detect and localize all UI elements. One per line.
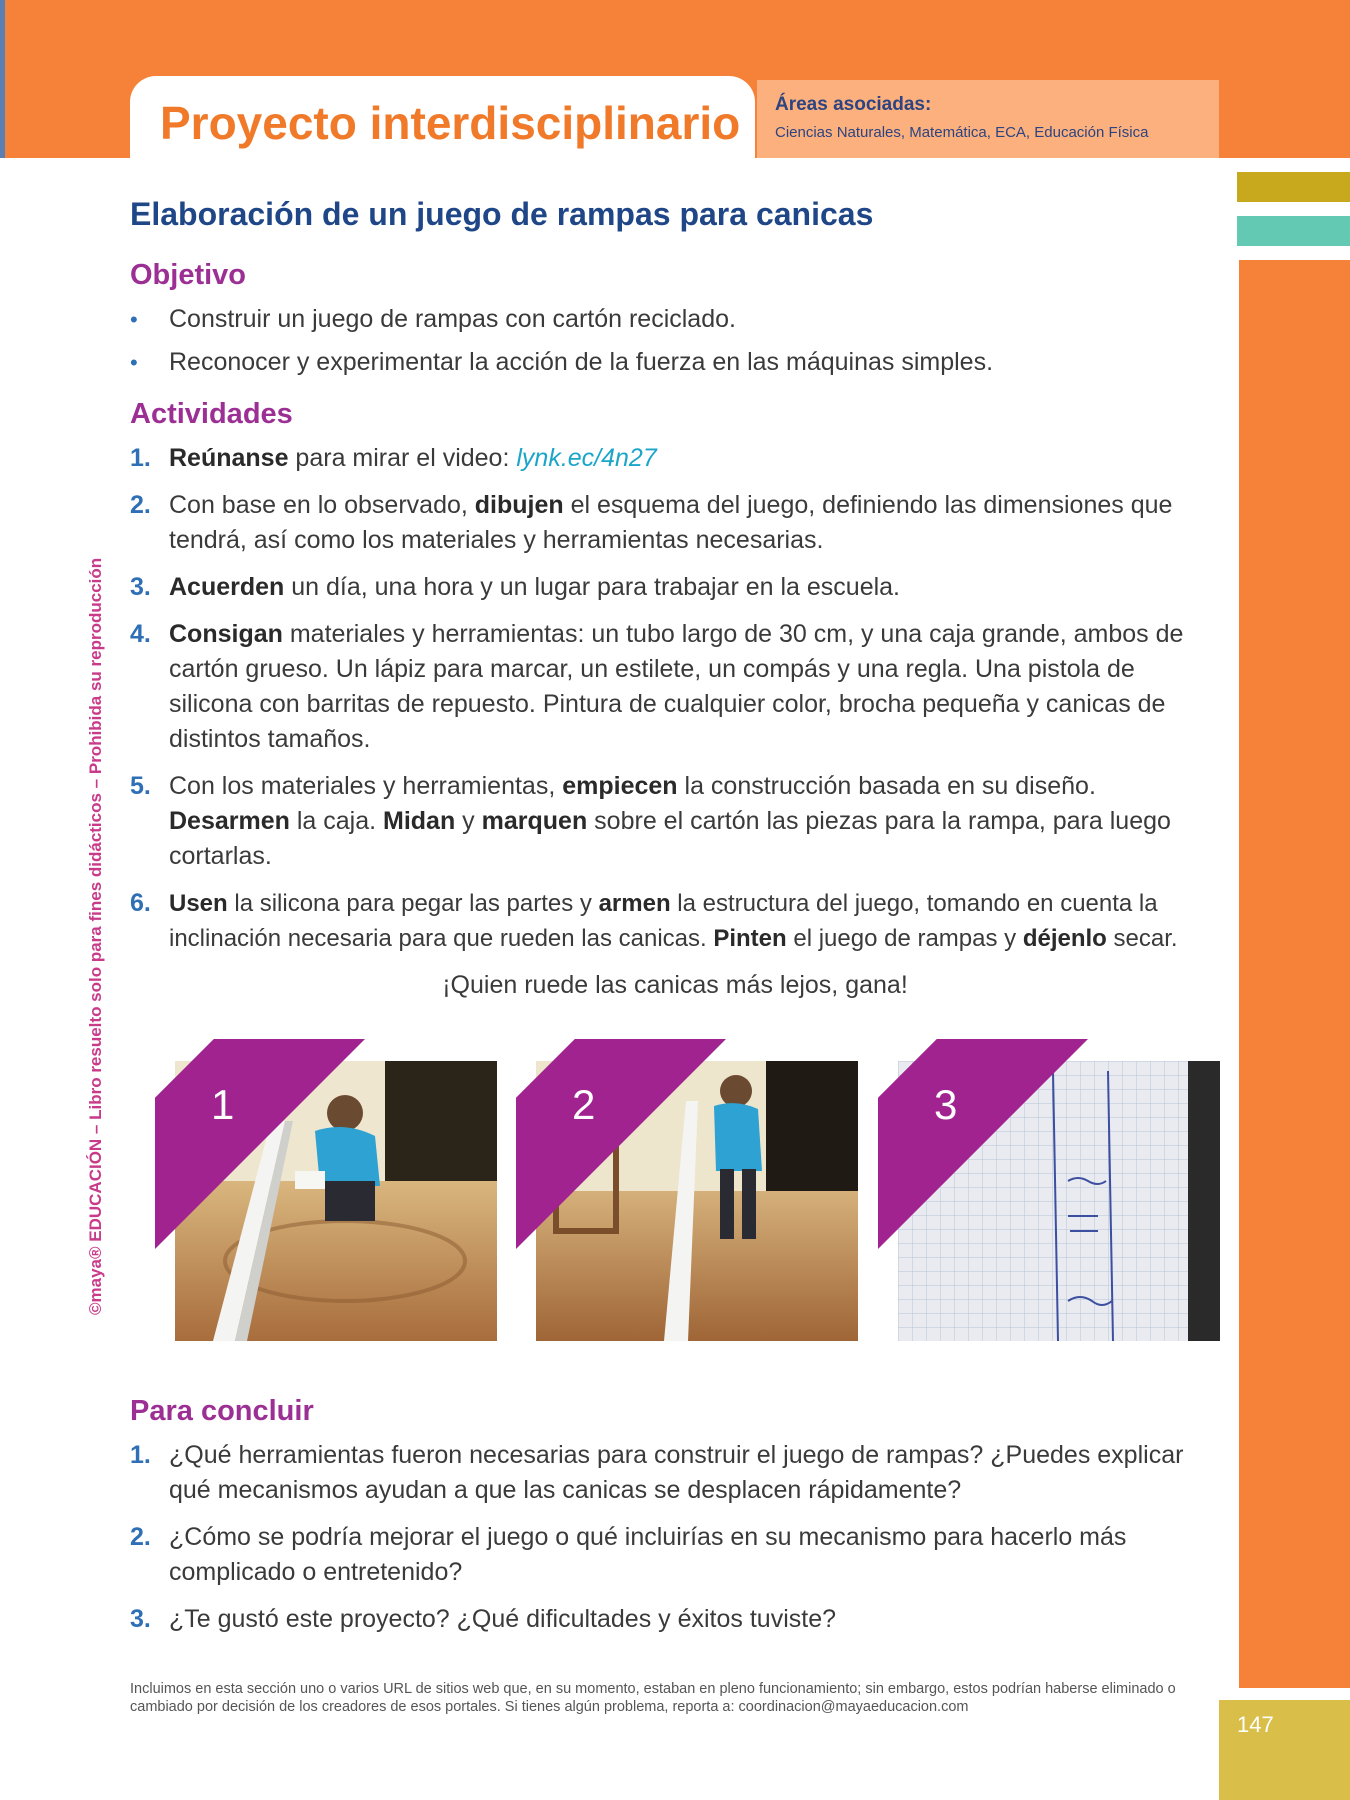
list-item: 3. ¿Te gustó este proyecto? ¿Qué dificultades y éxitos tuviste?: [130, 1605, 837, 1633]
conclusion-heading: Para concluir: [130, 1395, 314, 1427]
activity-step-5: 5. Con los materiales y herramientas, empiecen la construcción basada en su diseño. Desarmen la caja. Midan y marquen sobre el cartón las piezas para la rampa, para luego cortarlas.: [130, 772, 1171, 870]
list-item: • Construir un juego de rampas con cartón reciclado.: [130, 302, 1220, 337]
list-item: 1. ¿Qué herramientas fueron necesarias para construir el juego de rampas? ¿Puedes explicar qué mecanismos ayudan a que las canicas se desplacen rápidamente?: [130, 1441, 1184, 1504]
photo-number: 3: [934, 1081, 958, 1128]
photo-card-2: [516, 1039, 858, 1341]
list-item: 2. ¿Cómo se podría mejorar el juego o qué incluirías en su mecanismo para hacerlo más complicado o entretenido?: [130, 1523, 1127, 1586]
list-item: • Reconocer y experimentar la acción de la fuerza en las máquinas simples.: [130, 345, 1220, 380]
associated-areas-list: Ciencias Naturales, Matemática, ECA, Educación Física: [775, 124, 1149, 141]
objective-heading: Objetivo: [130, 259, 247, 291]
activities-heading: Actividades: [130, 398, 293, 430]
objective-list: [130, 302, 1220, 380]
photo-strip: [130, 1039, 1220, 1359]
activity-step-1: 1. Reúnanse para mirar el video: lynk.ec/4n27: [130, 444, 657, 472]
right-teal-strip: [1237, 216, 1350, 246]
photo-number: 1: [211, 1081, 235, 1128]
photo-card-1: [155, 1039, 497, 1341]
footer-note: Incluimos en esta sección uno o varios URL de sitios web que, en su momento, estaban en pleno funcionamiento; sin embargo, estos podrían haberse eliminado o cambiado por decisión de los creadores de esos portales. Si tienes algún problema, reporta a: coordinacion@mayaeducacion.com: [130, 1681, 1176, 1715]
page-number: 147: [1237, 1712, 1274, 1737]
activity-step-2: 2. Con base en lo observado, dibujen el esquema del juego, definiendo las dimensiones que tendrá, así como los materiales y herramientas necesarias.: [130, 491, 1173, 554]
header-edge-accent: [0, 0, 5, 158]
side-copyright-credit: ©maya® EDUCACIÓN – Libro resuelto solo para fines didácticos – Prohibida su reproducción: [86, 557, 105, 1315]
conclusion-list: [130, 1438, 1220, 1637]
activity-step-3: 3. Acuerden un día, una hora y un lugar para trabajar en la escuela.: [130, 573, 900, 601]
photo-card-3: [878, 1039, 1220, 1341]
page-title: Proyecto interdisciplinario: [160, 97, 741, 149]
main-title: Elaboración de un juego de rampas para canicas: [130, 196, 874, 232]
right-orange-bar: [1239, 260, 1350, 1688]
main-content: [130, 196, 1220, 1649]
activity-step-4: 4. Consigan materiales y herramientas: un tubo largo de 30 cm, y una caja grande, ambos de cartón grueso. Un lápiz para marcar, un estilete, un compás y una regla. Una pistola de silicona con barritas de repuesto. Pintura de cualquier color, brocha pequeña y canicas de distintos tamaños.: [130, 620, 1184, 753]
associated-areas-box: [757, 80, 1219, 158]
activities-list: [130, 441, 1220, 956]
page-number-box: [1219, 1700, 1350, 1800]
bullet-icon: •: [130, 350, 138, 375]
closing-line: ¡Quien ruede las canicas más lejos, gana!: [442, 971, 908, 999]
bullet-icon: •: [130, 307, 138, 332]
photo-number: 2: [572, 1081, 596, 1128]
right-gold-strip: [1237, 172, 1350, 202]
title-tab: [130, 76, 755, 166]
activity-step-6: 6. Usen la silicona para pegar las partes y armen la estructura del juego, tomando en cuenta la inclinación necesaria para que rueden las canicas. Pinten el juego de rampas y déjenlo secar.: [130, 889, 1178, 952]
associated-areas-label: Áreas asociadas:: [775, 94, 932, 115]
video-link[interactable]: lynk.ec/4n27: [516, 444, 657, 472]
